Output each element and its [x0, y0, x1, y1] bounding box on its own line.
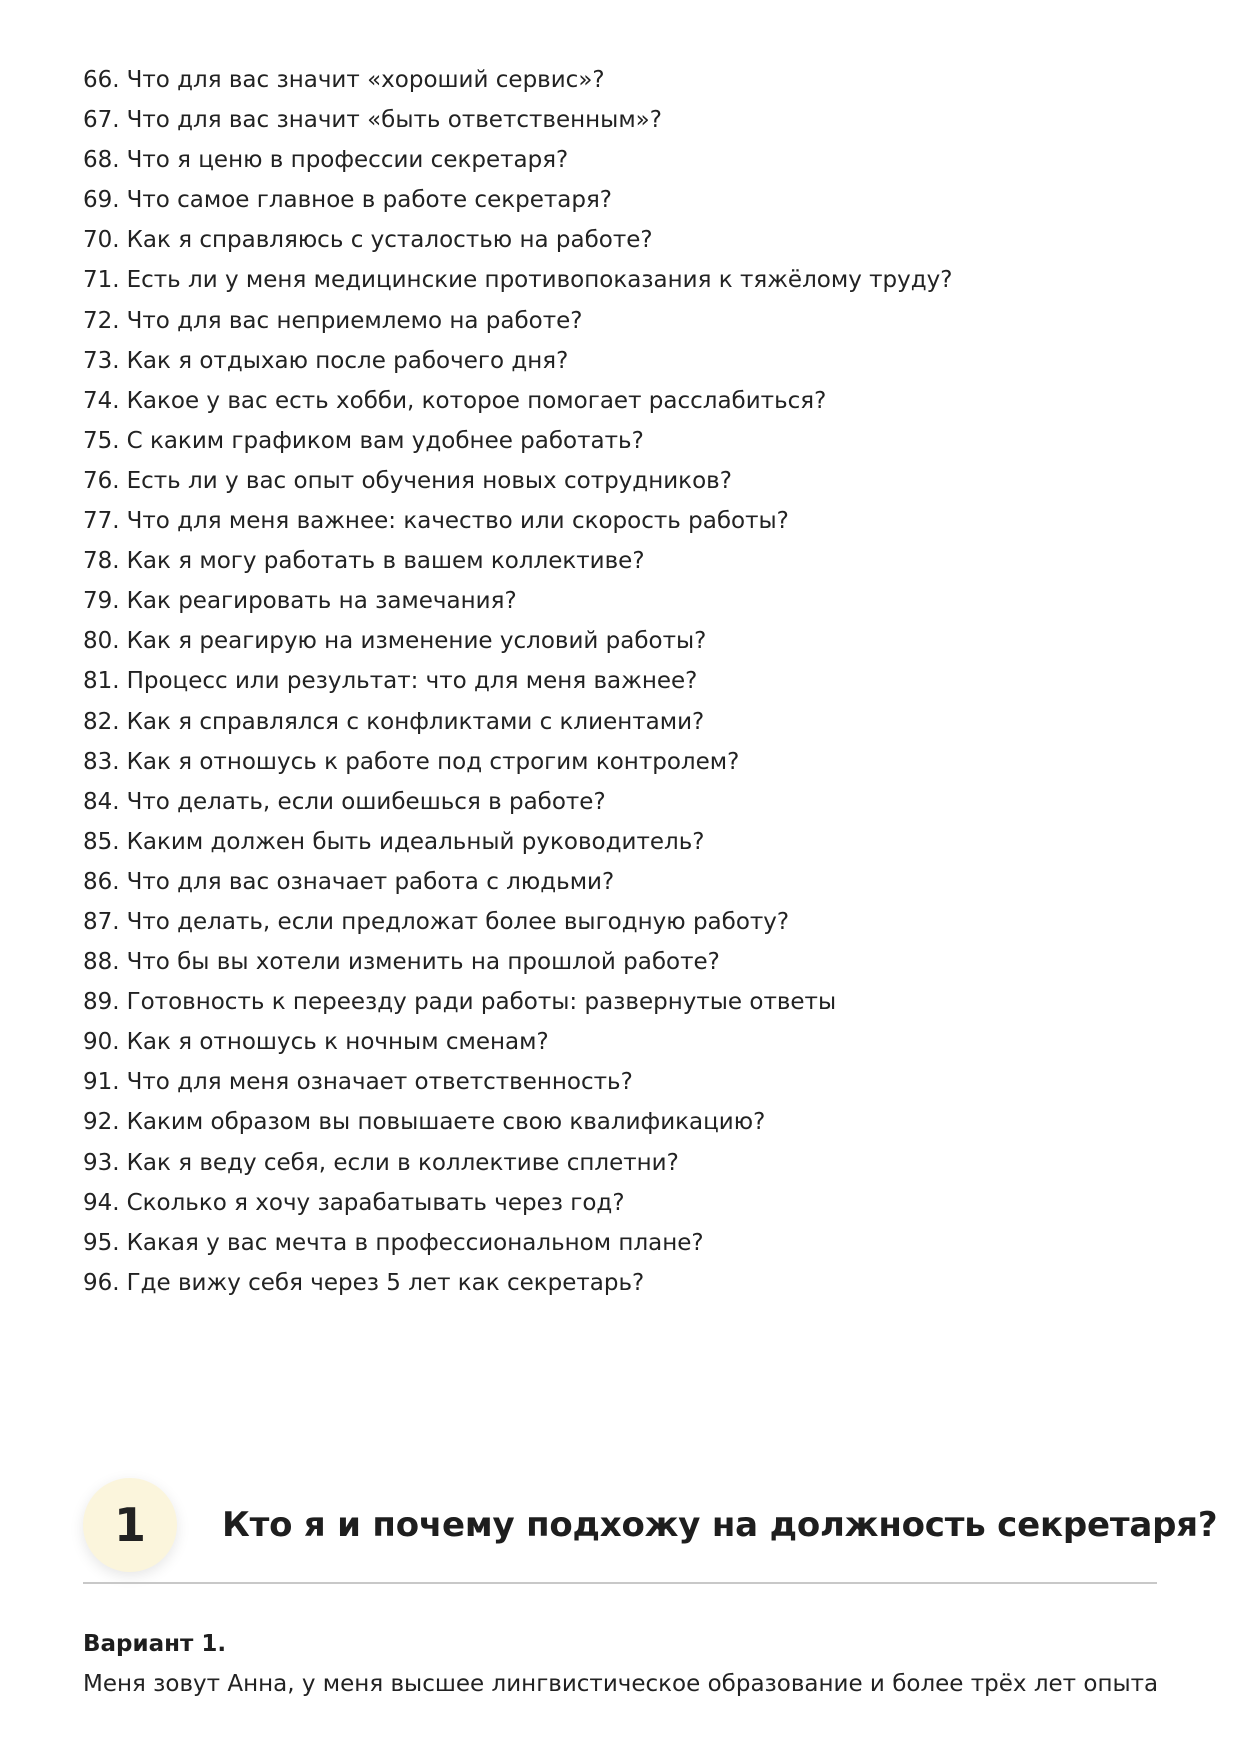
question-text: Как реагировать на замечания? [126, 588, 517, 615]
question-item [83, 140, 1163, 180]
question-number: 69. [83, 187, 120, 214]
question-item [83, 661, 1163, 701]
question-number: 71. [83, 267, 120, 294]
section-title: Кто я и почему подхожу на должность секретаря? [222, 1505, 1218, 1545]
question-text: Как я отношусь к работе под строгим контролем? [126, 748, 740, 775]
question-item [83, 60, 1163, 100]
question-number: 74. [83, 387, 120, 414]
question-item [83, 982, 1163, 1022]
question-number: 88. [83, 949, 120, 976]
section-divider [83, 1582, 1157, 1584]
question-number: 92. [83, 1109, 120, 1136]
question-item [83, 541, 1163, 581]
question-text: С каким графиком вам удобнее работать? [126, 427, 644, 454]
question-text: Процесс или результат: что для меня важнее? [126, 668, 698, 695]
question-number: 86. [83, 868, 120, 895]
question-text: Где вижу себя через 5 лет как секретарь? [126, 1269, 645, 1296]
question-item [83, 1263, 1163, 1303]
question-text: Как я веду себя, если в коллективе сплетни? [126, 1149, 679, 1176]
question-text: Что делать, если предложат более выгодную работу? [126, 908, 790, 935]
question-number: 79. [83, 588, 120, 615]
question-item [83, 421, 1163, 461]
question-item [83, 220, 1163, 260]
question-text: Что для вас значит «хороший сервис»? [126, 67, 605, 93]
question-item [83, 100, 1163, 140]
question-item [83, 381, 1163, 421]
question-item [83, 1143, 1163, 1183]
question-item [83, 1183, 1163, 1223]
question-text: Как я могу работать в вашем коллективе? [126, 548, 645, 575]
question-item [83, 1022, 1163, 1062]
question-text: Что для вас значит «быть ответственным»? [126, 107, 662, 134]
question-text: Как я справляюсь с усталостью на работе? [126, 227, 653, 254]
question-item [83, 260, 1163, 300]
question-number: 68. [83, 147, 120, 174]
question-text: Что для меня означает ответственность? [126, 1069, 633, 1096]
variant-label: Вариант 1. [83, 1631, 227, 1657]
question-item [83, 301, 1163, 341]
question-text: Что для меня важнее: качество или скорость работы? [126, 508, 789, 535]
question-item [83, 341, 1163, 381]
question-item [83, 461, 1163, 501]
question-number: 78. [83, 548, 120, 575]
question-list [83, 60, 1163, 1303]
question-number: 93. [83, 1149, 120, 1176]
question-number: 95. [83, 1229, 120, 1256]
question-number: 80. [83, 628, 120, 655]
question-number: 75. [83, 427, 120, 454]
question-number: 89. [83, 989, 120, 1016]
question-item [83, 1062, 1163, 1102]
question-text: Как я отношусь к ночным сменам? [126, 1029, 549, 1056]
question-text: Сколько я хочу зарабатывать через год? [126, 1189, 625, 1216]
question-item [83, 782, 1163, 822]
question-item [83, 1102, 1163, 1142]
question-item [83, 742, 1163, 782]
question-number: 70. [83, 227, 120, 254]
question-text: Есть ли у вас опыт обучения новых сотрудников? [126, 467, 732, 494]
question-text: Что для вас неприемлемо на работе? [126, 307, 583, 334]
question-item [83, 180, 1163, 220]
question-text: Что самое главное в работе секретаря? [126, 187, 613, 214]
question-text: Каким образом вы повышаете свою квалификацию? [126, 1109, 766, 1136]
question-text: Какое у вас есть хобби, которое помогает расслабиться? [126, 387, 827, 414]
section-header [83, 1478, 1218, 1572]
question-item [83, 501, 1163, 541]
question-number: 82. [83, 708, 120, 735]
question-number: 77. [83, 508, 120, 535]
question-number: 76. [83, 467, 120, 494]
question-text: Как я реагирую на изменение условий работы? [126, 628, 707, 655]
question-item [83, 1223, 1163, 1263]
question-number: 67. [83, 107, 120, 134]
question-item [83, 942, 1163, 982]
question-item [83, 862, 1163, 902]
question-number: 85. [83, 828, 120, 855]
question-number: 90. [83, 1029, 120, 1056]
question-number: 94. [83, 1189, 120, 1216]
question-text: Что делать, если ошибешься в работе? [126, 788, 606, 815]
question-text: Что для вас означает работа с людьми? [126, 868, 615, 895]
question-item [83, 822, 1163, 862]
question-item [83, 902, 1163, 942]
section-number-badge: 1 [83, 1478, 177, 1572]
question-number: 84. [83, 788, 120, 815]
question-number: 87. [83, 908, 120, 935]
question-text: Каким должен быть идеальный руководитель? [126, 828, 705, 855]
variant-body-text: Меня зовут Анна, у меня высшее лингвистическое образование и более трёх лет опыта [83, 1671, 1159, 1697]
question-number: 91. [83, 1069, 120, 1096]
question-text: Готовность к переезду ради работы: развернутые ответы [126, 989, 837, 1016]
question-text: Что бы вы хотели изменить на прошлой работе? [126, 949, 720, 976]
question-text: Какая у вас мечта в профессиональном плане? [126, 1229, 704, 1256]
question-text: Что я ценю в профессии секретаря? [126, 147, 569, 174]
question-number: 81. [83, 668, 120, 695]
question-item [83, 621, 1163, 661]
question-number: 72. [83, 307, 120, 334]
question-number: 66. [83, 67, 120, 93]
question-text: Как я отдыхаю после рабочего дня? [126, 347, 569, 374]
question-number: 96. [83, 1269, 120, 1296]
question-text: Есть ли у меня медицинские противопоказания к тяжёлому труду? [126, 267, 953, 294]
question-item [83, 581, 1163, 621]
question-number: 83. [83, 748, 120, 775]
question-number: 73. [83, 347, 120, 374]
question-text: Как я справлялся с конфликтами с клиентами? [126, 708, 705, 735]
question-item [83, 702, 1163, 742]
